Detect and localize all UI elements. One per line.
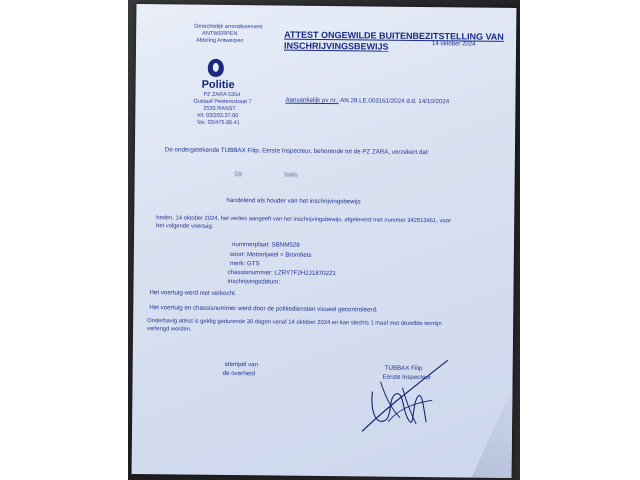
letterhead-tel: tel. 03/203.37.00 bbox=[197, 112, 239, 120]
letterhead-line2: ANTWERPEN bbox=[202, 30, 238, 38]
politie-brand: Politie bbox=[201, 78, 235, 92]
police-logo-icon bbox=[208, 59, 224, 77]
loss-text-line2: het volgende voertuig: bbox=[156, 223, 214, 230]
letterhead-street: Gustaaf Peetersstraat 7 bbox=[193, 98, 252, 106]
vehicle-type: soort: Motorrijwiel > Bromfiets bbox=[229, 251, 312, 259]
holder-last-name: bailo bbox=[284, 171, 298, 179]
checked-text: Het voertuig en chassisnummer werd door de politiediensten visueel gecontroleerd. bbox=[149, 304, 378, 314]
pv-value: AN.28.LE.003161/2024 d.d. 14/10/2024 bbox=[340, 97, 450, 106]
validity-text-line2: verlengd worden. bbox=[147, 326, 192, 333]
vehicle-chassis: chassisnummer: LZRY7F2H2J1870221 bbox=[227, 268, 336, 278]
pv-line bbox=[285, 98, 449, 106]
signer-name: TUBBAX Filip bbox=[384, 364, 423, 373]
attest-paper bbox=[132, 4, 517, 478]
acting-text: handelend als houder van het inschrijvingsbewijs bbox=[226, 196, 361, 206]
handwritten-signature bbox=[352, 351, 463, 442]
letterhead-line3: Afdeling Antwerpen bbox=[196, 37, 244, 45]
vehicle-registration-date: inschrijvingsdatum: bbox=[227, 277, 281, 286]
attest-date: 14 oktober 2024 bbox=[432, 41, 476, 48]
document-photo bbox=[128, 0, 520, 480]
letterhead-zone: PZ ZARA 5354 bbox=[203, 91, 241, 99]
holder-first-name: Dir bbox=[234, 171, 243, 179]
stamp-label-line1: stempel van bbox=[224, 360, 259, 369]
signer-rank: Eerste Inspecteur bbox=[382, 373, 432, 382]
loss-text-line1: heden, 14 oktober 2024, het verlies aangeeft van het inschrijvingsbewijs, afgeleverd met nummer 342513461, voor bbox=[156, 215, 451, 225]
letterhead-fax: fax: 03/475.06.41 bbox=[197, 119, 240, 127]
validity-text-line1: Onderhavig attest is geldig gedurende 30 dagen vanaf 14 oktober 2024 en kan slechts 1 maal met dezelfde termijn bbox=[147, 318, 442, 328]
vehicle-plate: nummerplaat: SBNM528 bbox=[231, 241, 300, 249]
not-sold-text: Het voertuig werd niet verkocht. bbox=[149, 289, 237, 298]
letterhead-city: 2520 RANST bbox=[203, 105, 236, 113]
letterhead-line1: Gerechtelijk arrondissement bbox=[194, 23, 263, 31]
attest-title-line1: ATTEST ONGEWILDE BUITENBEZITSTELLING VAN bbox=[284, 29, 504, 42]
vehicle-make: merk: GTS bbox=[229, 260, 260, 268]
paper-fold bbox=[472, 388, 513, 478]
stamp-label-line2: de overheid bbox=[222, 369, 255, 378]
declaration-text: De ondergetekende TUBBAX Filip, Eerste Inspecteur, behorende tot de PZ ZARA, verzekert dat: bbox=[164, 146, 430, 157]
attest-title-line2: INSCHRIJVINGSBEWIJS bbox=[283, 40, 389, 52]
pv-label: Aanvankelijk pv nr.: bbox=[285, 96, 339, 105]
